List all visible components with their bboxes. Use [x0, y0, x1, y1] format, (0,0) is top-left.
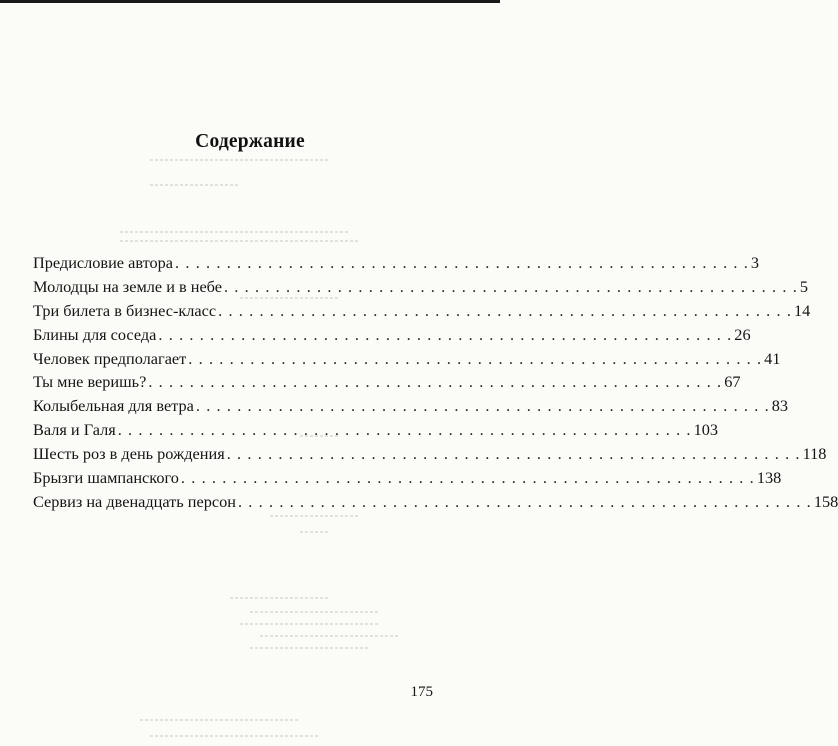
toc-entry: [33, 370, 741, 394]
toc-entry: [33, 251, 760, 275]
toc-entry-page: 103: [693, 420, 719, 440]
table-of-contents: [33, 251, 838, 514]
toc-entry-page: 158: [813, 491, 838, 511]
toc-entry-page: 26: [734, 324, 751, 344]
toc-entry: [33, 347, 781, 371]
toc-entry-title: Блины для соседа: [33, 324, 157, 344]
toc-entry-title: Человек предполагает: [33, 348, 187, 368]
toc-entry-title: Молодцы на земле и в небе: [33, 276, 222, 296]
toc-entry-page: 118: [802, 444, 827, 464]
toc-entry: [33, 323, 751, 347]
toc-entry-title: Колыбельная для ветра: [33, 396, 194, 416]
toc-entry-page: 83: [771, 396, 789, 416]
toc-entry: [33, 490, 838, 514]
toc-entry-title: Валя и Галя: [33, 420, 116, 440]
contents-heading: Содержание: [195, 131, 305, 152]
toc-entry-page: 5: [799, 276, 809, 296]
toc-entry-title: Брызги шампанского: [33, 468, 179, 488]
toc-entry-page: 14: [794, 300, 811, 320]
toc-entry-page: 67: [724, 372, 741, 392]
dot-leader: . . . . . . . . . . . . . . . . . . . . . . . . . . . . . . . . . . . . . . . . . . . . . . . . . . . . . . . .: [148, 372, 723, 392]
dot-leader: . . . . . . . . . . . . . . . . . . . . . . . . . . . . . . . . . . . . . . . . . . . . . . . . . . . . . . . .: [223, 276, 798, 296]
toc-entry: [33, 299, 811, 323]
dot-leader: . . . . . . . . . . . . . . . . . . . . . . . . . . . . . . . . . . . . . . . . . . . . . . . . . . . . . . . .: [195, 396, 770, 416]
dot-leader: . . . . . . . . . . . . . . . . . . . . . . . . . . . . . . . . . . . . . . . . . . . . . . . . . . . . . . . .: [218, 300, 793, 320]
page-top-edge: [0, 0, 500, 3]
toc-entry: [33, 466, 782, 490]
toc-entry-page: 41: [764, 348, 781, 368]
dot-leader: . . . . . . . . . . . . . . . . . . . . . . . . . . . . . . . . . . . . . . . . . . . . . . . . . . . . . . . .: [158, 324, 733, 344]
dot-leader: . . . . . . . . . . . . . . . . . . . . . . . . . . . . . . . . . . . . . . . . . . . . . . . . . . . . . . . .: [226, 444, 801, 464]
dot-leader: . . . . . . . . . . . . . . . . . . . . . . . . . . . . . . . . . . . . . . . . . . . . . . . . . . . . . . . .: [175, 253, 749, 272]
dot-leader: . . . . . . . . . . . . . . . . . . . . . . . . . . . . . . . . . . . . . . . . . . . . . . . . . . . . . . . .: [188, 348, 763, 368]
toc-entry-title: Ты мне веришь?: [33, 372, 147, 392]
toc-entry: [33, 442, 827, 466]
toc-entry-title: Сервиз на двенадцать персон: [33, 491, 236, 511]
toc-entry-title: Три билета в бизнес-класс: [33, 300, 217, 320]
toc-entry-title: Шесть роз в день рождения: [33, 444, 225, 464]
toc-entry: [33, 418, 719, 442]
toc-entry-title: Предисловие автора: [33, 253, 174, 272]
dot-leader: . . . . . . . . . . . . . . . . . . . . . . . . . . . . . . . . . . . . . . . . . . . . . . . . . . . . . . . .: [237, 491, 812, 511]
toc-entry-page: 138: [756, 468, 782, 488]
toc-entry-page: 3: [750, 253, 760, 272]
dot-leader: . . . . . . . . . . . . . . . . . . . . . . . . . . . . . . . . . . . . . . . . . . . . . . . . . . . . . . . .: [180, 468, 755, 488]
toc-entry: [33, 275, 809, 299]
dot-leader: . . . . . . . . . . . . . . . . . . . . . . . . . . . . . . . . . . . . . . . . . . . . . . . . . . . . . . . .: [117, 420, 692, 440]
page-number: 175: [410, 684, 433, 700]
toc-entry: [33, 394, 789, 418]
